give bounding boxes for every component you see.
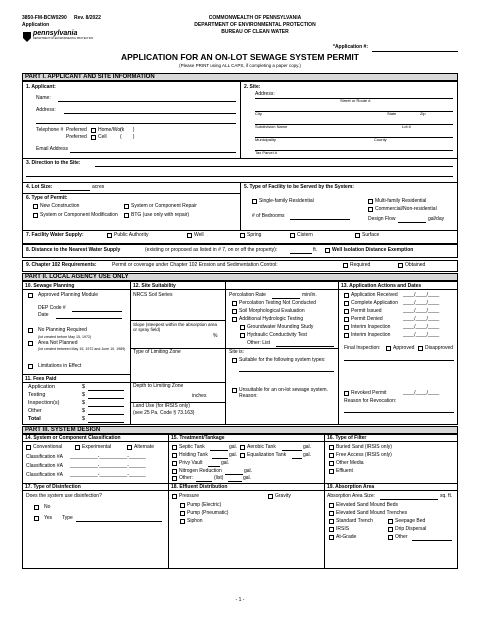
site-suitability-label: 12. Site Suitability [133, 283, 176, 289]
mound-beds-label: Elevated Sand Mound Beds [336, 502, 398, 508]
dollar-sign: $ [82, 408, 86, 414]
application-received-checkbox[interactable] [344, 293, 349, 298]
site-address-label: Address: [255, 91, 275, 97]
exemption-label: Well Isolation Distance Exemption [332, 247, 414, 253]
county-caption: County [374, 137, 387, 142]
standard-trench-label: Standard Trench [336, 518, 373, 524]
cistern-label: Cistern [297, 232, 313, 238]
seepage-bed-label: Seepage Bed [395, 518, 426, 524]
list-label: (list) [214, 475, 224, 481]
obtained-label: Obtained [405, 262, 426, 268]
drip-dispersal-label: Drip Dispersal [395, 526, 427, 532]
document-type: Application [22, 22, 50, 28]
other-gal-field[interactable] [228, 481, 242, 482]
ft-label: ft. [313, 247, 318, 253]
no-planning-checkbox[interactable] [28, 328, 33, 333]
dep-code-label: DEP Code # [38, 305, 66, 311]
permit-denied-checkbox[interactable] [344, 317, 349, 322]
approved-module-label: Approved Planning Module [38, 292, 99, 298]
pressure-label: Pressure [179, 493, 200, 499]
distance-label: 8. Distance to the Nearest Water Supply [26, 247, 121, 253]
gal-label: gal. [229, 452, 238, 458]
agency-line-2: DEPARTMENT OF ENVIRONMENTAL PROTECTION [194, 22, 316, 28]
irsis-checkbox[interactable] [329, 527, 334, 532]
pct-label: % [213, 333, 218, 339]
permit-issued-label: Permit Issued [351, 308, 382, 314]
seepage-bed-checkbox[interactable] [388, 519, 393, 524]
septic-tank-checkbox[interactable] [172, 445, 177, 450]
land-use-note: (see 25 Pa. Code § 73.163) [133, 410, 195, 416]
classification-a-field-2[interactable]: __________-__________-______ [70, 463, 146, 469]
cistern-checkbox[interactable] [290, 233, 295, 238]
application-number-field[interactable] [372, 51, 458, 52]
required-label: Required [350, 262, 371, 268]
revoked-checkbox[interactable] [344, 391, 349, 396]
fee-total-field[interactable] [88, 422, 124, 423]
no-planning-note: (lot created before May 15, 1972) [38, 335, 92, 339]
revocation-reason-label: Reason for Revocation: [344, 398, 397, 404]
disapproved-label: Disapproved [425, 345, 454, 351]
siphon-label: Siphon [187, 518, 203, 524]
application-received-label: Application Received [351, 292, 398, 298]
hydraulic-checkbox[interactable] [240, 333, 245, 338]
fee-application-label: Application [28, 384, 55, 390]
permit-issued-date[interactable]: ____/____/____ [403, 308, 440, 314]
lot-caption: Lot # [402, 124, 411, 129]
disinfection-label: 17. Type of Disinfection [25, 484, 81, 490]
tax-parcel-field[interactable] [255, 150, 453, 151]
exemption-checkbox[interactable] [325, 248, 330, 253]
fee-testing-field[interactable] [88, 398, 124, 399]
revocation-reason-field[interactable] [344, 412, 454, 413]
depth-label: Depth to Limiting Zone [133, 383, 184, 389]
mound-trenches-label: Elevated Sand Mound Trenches [336, 510, 408, 516]
system-repair-label: System or Component Repair [131, 203, 197, 209]
mound-beds-checkbox[interactable] [329, 503, 334, 508]
pump-pneumatic-label: Pump (Pneumatic) [187, 510, 229, 516]
groundwater-label: Groundwater Mounding Study [247, 324, 314, 330]
btg-checkbox[interactable] [124, 213, 129, 218]
buried-sand-checkbox[interactable] [329, 445, 334, 450]
at-grade-label: At-Grade [336, 534, 357, 540]
fee-testing-label: Testing [28, 392, 46, 398]
state-caption: State [387, 111, 397, 116]
perc-rate-label: Percolation Rate [229, 292, 266, 298]
suitable-label: Suitable for the following system types: [239, 357, 326, 363]
design-flow-label: Design Flow [368, 216, 396, 222]
other-list-label: Other: List [247, 340, 271, 346]
public-authority-label: Public Authority [114, 232, 149, 238]
agency-line-3: BUREAU OF CLEAN WATER [221, 29, 289, 35]
new-construction-checkbox[interactable] [33, 204, 38, 209]
bedrooms-field[interactable] [290, 219, 350, 220]
nitrogen-checkbox[interactable] [172, 469, 177, 474]
surface-checkbox[interactable] [355, 233, 360, 238]
site-label: 2. Site: [244, 84, 261, 90]
area-not-planned-checkbox[interactable] [28, 341, 33, 346]
btg-label: BTG (use only with repair) [131, 212, 190, 218]
pump-pneumatic-checkbox[interactable] [180, 511, 185, 516]
additional-hydro-checkbox[interactable] [232, 317, 237, 322]
alternate-label: Alternate [134, 444, 155, 450]
preferred-label-1: Preferred [66, 127, 87, 133]
applicant-address-line2[interactable] [36, 123, 236, 124]
other-absorption-label: Other [395, 534, 408, 540]
groundwater-checkbox[interactable] [240, 325, 245, 330]
application-actions-label: 13. Application Actions and Dates [341, 283, 422, 289]
absorption-size-label: Absorption Area Size: [327, 493, 376, 499]
gravity-checkbox[interactable] [268, 494, 273, 499]
permit-type-label: 6. Type of Permit: [26, 195, 68, 201]
land-use-label: Land Use (for IRSIS only) [133, 403, 190, 409]
gal-label: gal. [221, 460, 230, 466]
experimental-checkbox[interactable] [75, 445, 80, 450]
min-in-label: min/in. [302, 292, 317, 298]
part2-heading: PART II. LOCAL AGENCY USE ONLY [22, 273, 458, 281]
other-list-field[interactable] [276, 346, 334, 347]
dollar-sign: $ [82, 416, 86, 422]
municipality-caption: Municipality [255, 137, 276, 142]
spring-label: Spring [247, 232, 262, 238]
distribution-label: 18. Effluent Distribution [171, 484, 228, 490]
phone2-field[interactable]: ( ) [120, 134, 135, 140]
address-label: Address: [36, 107, 56, 113]
absorption-label: 19. Absorption Area [327, 484, 375, 490]
suitable-checkbox[interactable] [232, 358, 237, 363]
effluent-checkbox[interactable] [329, 469, 334, 474]
limitations-label: Limitations in Effect [38, 363, 82, 369]
page-number: - 1 - [235, 597, 245, 603]
nitrogen-label: Nitrogen Reduction [179, 468, 222, 474]
fee-inspection-field[interactable] [88, 406, 124, 407]
required-checkbox[interactable] [343, 263, 348, 268]
holding-tank-checkbox[interactable] [172, 453, 177, 458]
classification-label: 14. System or Component Classification [25, 435, 121, 441]
absorption-size-field[interactable] [380, 499, 438, 500]
disapproved-checkbox[interactable] [418, 346, 423, 351]
part3-heading: PART III. SYSTEM DESIGN [22, 426, 458, 434]
treatment-label: 15. Treatment/Tankage [171, 435, 225, 441]
chapter102-text: Permit or coverage under Chapter 102 Erosion and Sedimentation Control: [112, 262, 278, 268]
perc-rate-field[interactable] [272, 298, 300, 299]
complete-application-label: Complete Application [351, 300, 398, 306]
at-grade-checkbox[interactable] [329, 535, 334, 540]
fee-inspection-label: Inspection(s) [28, 400, 60, 406]
direction-field-line2[interactable] [26, 176, 453, 177]
conventional-checkbox[interactable] [26, 445, 31, 450]
other-absorption-checkbox[interactable] [388, 535, 393, 540]
sewage-planning-label: 10. Sewage Planning [25, 283, 75, 289]
phone1-field[interactable]: ( ) [120, 127, 135, 133]
applicant-name-field[interactable] [58, 101, 236, 102]
application-received-date[interactable]: ____/____/____ [403, 292, 440, 298]
city-caption: City [255, 111, 262, 116]
gal-day-label: gal/day [428, 216, 445, 222]
suitable-types-field[interactable] [239, 371, 334, 372]
bedrooms-label: # of Bedrooms [252, 213, 285, 219]
site-is-label: Site is: [229, 349, 245, 355]
gravity-label: Gravity [275, 493, 291, 499]
irsis-label: IRSIS [336, 526, 350, 532]
final-inspection-label: Final Inspection: [344, 345, 381, 351]
limitations-checkbox[interactable] [28, 364, 33, 369]
commercial-checkbox[interactable] [368, 207, 373, 212]
aerobic-tank-label: Aerobic Tank [247, 444, 276, 450]
free-access-label: Free Access (IRSIS only) [336, 452, 392, 458]
approved-label: Approved [393, 345, 415, 351]
classification-a-label-3: Classification #A [26, 472, 63, 478]
area-not-planned-note: (lot created between May 15, 1972 and June 10, 1989) [38, 347, 126, 351]
equalization-tank-label: Equalization Tank [247, 452, 287, 458]
surface-label: Surface [362, 232, 380, 238]
single-family-checkbox[interactable] [252, 199, 257, 204]
gal-label: gal. [229, 444, 238, 450]
conventional-label: Conventional [33, 444, 63, 450]
dollar-sign: $ [82, 400, 86, 406]
unsuitable-checkbox[interactable] [232, 388, 237, 393]
pressure-checkbox[interactable] [172, 494, 177, 499]
home-work-label: Home/Work [98, 127, 125, 133]
pennsylvania-logo: pennsylvania DEPARTMENT OF ENVIRONMENTAL PROTECTION [22, 30, 78, 45]
other-media-label: Other Media [336, 460, 364, 466]
system-modification-checkbox[interactable] [33, 213, 38, 218]
well-label: Well [194, 232, 204, 238]
buried-sand-label: Buried Sand (IRSIS only) [336, 444, 392, 450]
classification-a-field-1[interactable]: __________-__________-______ [70, 454, 146, 460]
municipality-field[interactable] [255, 137, 453, 138]
home-work-checkbox[interactable] [91, 128, 96, 133]
free-access-checkbox[interactable] [329, 453, 334, 458]
siphon-checkbox[interactable] [180, 519, 185, 524]
distance-field[interactable] [290, 253, 312, 254]
application-number-label: *Application #: [333, 44, 369, 50]
acres-label: acres [92, 184, 105, 190]
permit-denied-date[interactable]: ____/____/____ [403, 316, 440, 322]
design-flow-field[interactable] [398, 222, 426, 223]
mound-trenches-checkbox[interactable] [329, 511, 334, 516]
cell-checkbox[interactable] [91, 135, 96, 140]
pump-electric-checkbox[interactable] [180, 503, 185, 508]
part1-heading: PART I. APPLICANT AND SITE INFORMATION [22, 73, 458, 81]
direction-label: 3. Direction to the Site: [26, 160, 81, 166]
page-subtitle: (Please PRINT using ALL CAPS, if completing a paper copy.) [179, 63, 301, 68]
fee-total-label: Total [28, 416, 41, 422]
water-supply-label: 7. Facility Water Supply: [26, 232, 84, 238]
dep-code-field[interactable] [72, 311, 122, 312]
final-inspection-field[interactable] [344, 360, 454, 361]
inches-label: inches [192, 393, 207, 399]
hydraulic-label: Hydraulic Conductivity Test [247, 332, 307, 338]
complete-application-date[interactable]: ____/____/____ [403, 300, 440, 306]
no-planning-label: No Planning Required [38, 327, 87, 333]
system-modification-label: System or Component Modification [40, 212, 118, 218]
interim-inspection-1-date[interactable]: ____/____/____ [403, 324, 440, 330]
email-label: Email Address [36, 146, 68, 152]
lot-size-label: 4. Lot Size: [26, 184, 53, 190]
filter-label: 16. Type of Filter [327, 435, 367, 441]
nrcs-label: NRCS Soil Series [133, 292, 173, 298]
single-family-label: Single-family Residential [259, 198, 314, 204]
fee-other-label: Other [28, 408, 42, 414]
preferred-label-2: Preferred [66, 134, 87, 140]
sqft-label: sq. ft. [440, 493, 453, 499]
unsuitable-label: Unsuitable for an on-lot sewage system. Reason: [239, 387, 328, 399]
other-treatment-checkbox[interactable] [172, 476, 177, 481]
drip-dispersal-checkbox[interactable] [388, 527, 393, 532]
applicant-label: 1. Applicant: [26, 84, 56, 90]
equalization-tank-checkbox[interactable] [240, 453, 245, 458]
standard-trench-checkbox[interactable] [329, 519, 334, 524]
system-repair-checkbox[interactable] [124, 204, 129, 209]
facility-type-label: 5. Type of Facility to be Served by the System: [244, 184, 354, 190]
aerobic-tank-field[interactable] [282, 450, 302, 451]
dollar-sign: $ [82, 384, 86, 390]
classification-a-label-2: Classification #A [26, 463, 63, 469]
soil-morph-label: Soil Morphological Evaluation [239, 308, 305, 314]
gal-label: gal. [303, 452, 312, 458]
interim-inspection-1-label: Interim Inspection [351, 324, 391, 330]
effluent-label: Effluent [336, 468, 353, 474]
classification-a-label-1: Classification #A [26, 454, 63, 460]
slope-label: Slope (steepest within the absorption area or spray field) [133, 322, 218, 333]
zip-caption: Zip [420, 111, 426, 116]
new-construction-label: New Construction [40, 203, 80, 209]
disinfection-type-field[interactable] [76, 521, 162, 522]
complete-application-checkbox[interactable] [344, 301, 349, 306]
pump-electric-label: Pump (Electric) [187, 502, 222, 508]
interim-inspection-2-checkbox[interactable] [344, 333, 349, 338]
permit-issued-checkbox[interactable] [344, 309, 349, 314]
tax-parcel-caption: Tax Parcel # [255, 150, 278, 155]
distance-note: (existing or proposed as listed in # 7, on or off the property): [145, 247, 278, 253]
approved-checkbox[interactable] [386, 346, 391, 351]
equalization-tank-field[interactable] [292, 458, 302, 459]
privy-vault-checkbox[interactable] [172, 461, 177, 466]
multi-family-checkbox[interactable] [368, 199, 373, 204]
type-label: Type [62, 515, 73, 521]
agency-line-1: COMMONWEALTH OF PENNSYLVANIA [208, 15, 302, 21]
obtained-checkbox[interactable] [398, 263, 403, 268]
other-media-checkbox[interactable] [329, 461, 334, 466]
gal-label: gal. [244, 468, 253, 474]
disinfection-question: Does the system use disinfection? [26, 493, 102, 499]
form-number: 3850-FM-BCW0290 [22, 15, 67, 21]
revoked-date[interactable]: ____/____/____ [403, 390, 440, 396]
yes-label: Yes [44, 515, 53, 521]
well-checkbox[interactable] [187, 233, 192, 238]
septic-tank-label: Septic Tank [179, 444, 205, 450]
additional-hydro-label: Additional Hydrologic Testing [239, 316, 304, 322]
other-treatment-label: Other: [179, 475, 193, 481]
date-label: Date [38, 312, 49, 318]
page-title: APPLICATION FOR AN ON-LOT SEWAGE SYSTEM PERMIT [120, 52, 359, 62]
multi-family-label: Multi-family Residential [375, 198, 427, 204]
planning-date-field[interactable] [56, 318, 122, 319]
no-disinfection-checkbox[interactable] [34, 505, 39, 510]
approved-module-checkbox[interactable] [28, 293, 33, 298]
fee-other-field[interactable] [88, 414, 124, 415]
soil-morph-checkbox[interactable] [232, 309, 237, 314]
applicant-address-field[interactable] [64, 113, 236, 114]
other-treatment-field[interactable] [196, 481, 212, 482]
permit-denied-label: Permit Denied [351, 316, 383, 322]
subdivision-caption: Subdivision Name [255, 124, 288, 129]
revision-date: Rev. 8/2022 [74, 15, 101, 21]
perc-not-conducted-label: Percolation Testing Not Conducted [239, 300, 316, 306]
septic-tank-field[interactable] [210, 450, 228, 451]
public-authority-checkbox[interactable] [107, 233, 112, 238]
nitrogen-field[interactable] [225, 474, 243, 475]
no-label: No [44, 504, 51, 510]
area-not-planned-label: Area Not Planned [38, 340, 78, 346]
revoked-label: Revoked Permit [351, 390, 387, 396]
holding-tank-field[interactable] [212, 458, 228, 459]
chapter102-label: 9. Chapter 102 Requirements: [26, 262, 97, 268]
interim-inspection-1-checkbox[interactable] [344, 325, 349, 330]
telephone-label: Telephone # [36, 127, 64, 133]
name-label: Name: [36, 95, 51, 101]
aerobic-tank-checkbox[interactable] [240, 445, 245, 450]
commercial-label: Commercial/Non-residential [375, 206, 437, 212]
lot-size-field[interactable] [60, 190, 90, 191]
interim-inspection-2-date[interactable]: ____/____/____ [403, 332, 440, 338]
fees-paid-label: 11. Fees Paid [25, 376, 57, 382]
fee-application-field[interactable] [88, 390, 124, 391]
spring-checkbox[interactable] [240, 233, 245, 238]
dollar-sign: $ [82, 392, 86, 398]
limiting-zone-label: Type of Limiting Zone [133, 349, 181, 355]
interim-inspection-2-label: Interim Inspection [351, 332, 391, 338]
perc-not-conducted-checkbox[interactable] [232, 301, 237, 306]
direction-field[interactable] [95, 166, 453, 167]
gal-label: gal. [243, 475, 252, 481]
alternate-checkbox[interactable] [127, 445, 132, 450]
holding-tank-label: Holding Tank [179, 452, 208, 458]
experimental-label: Experimental [82, 444, 112, 450]
privy-vault-label: Privy Vault [179, 460, 203, 466]
street-caption: Street or Route # [340, 98, 371, 103]
cell-label: Cell [98, 134, 107, 140]
yes-disinfection-checkbox[interactable] [34, 516, 39, 521]
gal-label: gal. [303, 444, 312, 450]
email-field[interactable] [70, 152, 236, 153]
other-absorption-field[interactable] [412, 540, 452, 541]
privy-vault-field[interactable] [208, 466, 220, 467]
classification-a-field-3[interactable]: __________-__________-______ [70, 472, 146, 478]
